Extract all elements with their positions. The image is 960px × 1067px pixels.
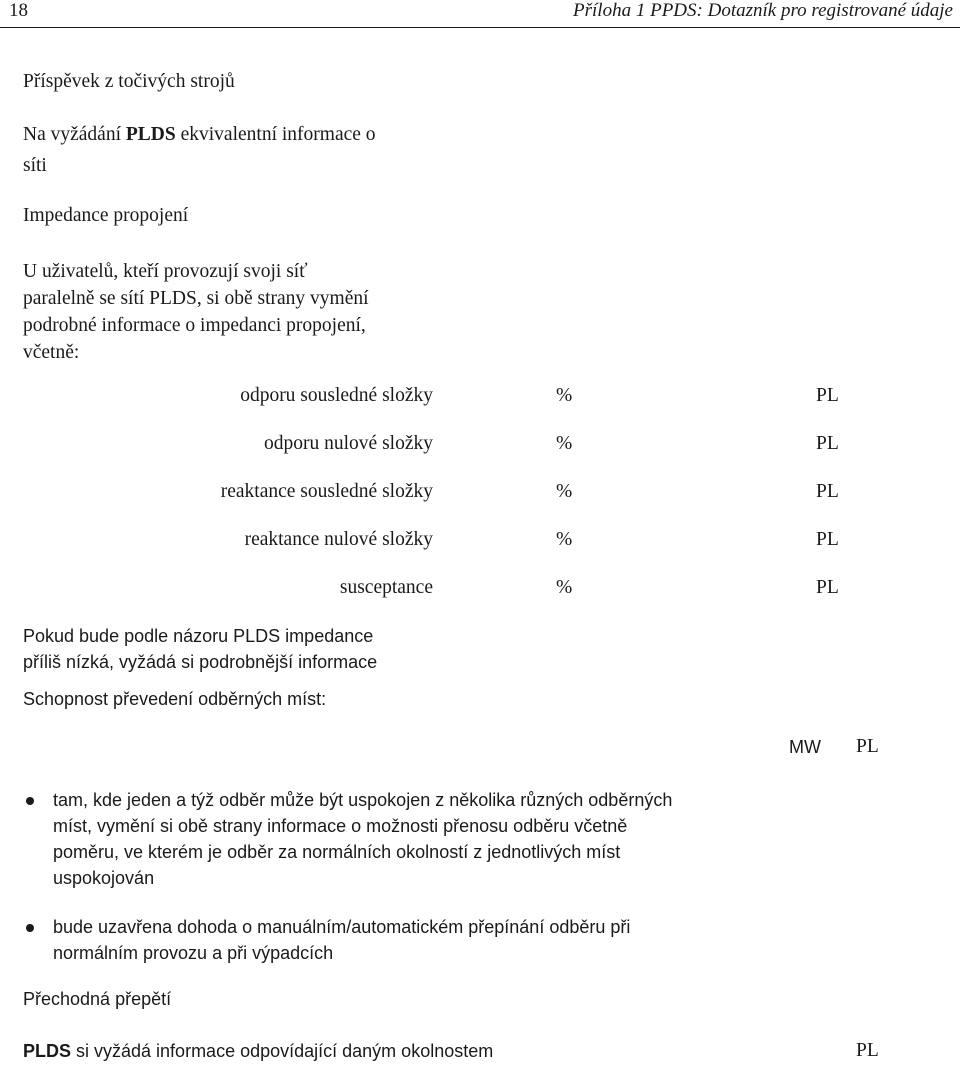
impedance-row-unit: % xyxy=(556,529,573,550)
transfer-bullet xyxy=(53,787,773,891)
rotating-machines-heading: Příspěvek z točivých strojů xyxy=(23,71,235,92)
impedance-row-unit: % xyxy=(556,577,573,598)
transfer-bullet-line: normálním provozu a při výpadcích xyxy=(53,943,334,963)
transient-heading: Přechodná přepětí xyxy=(23,989,172,1009)
plds-bold: PLDS xyxy=(23,1041,72,1061)
impedance-row-unit: % xyxy=(556,385,573,406)
transfer-bullet-line: poměru, ve kterém je odběr za normálních okolností z jednotlivých míst xyxy=(53,842,621,862)
network-info-request xyxy=(23,124,376,146)
impedance-row-label: susceptance xyxy=(339,577,433,598)
transfer-bullet xyxy=(53,914,773,966)
transient-request xyxy=(23,1041,493,1062)
impedance-intro-line: paralelně se sítí PLDS, si obě strany vymění xyxy=(23,288,369,309)
transfer-heading: Schopnost převedení odběrných míst: xyxy=(23,689,327,709)
impedance-row-unit: % xyxy=(556,433,573,454)
request-suffix: ekvivalentní informace o xyxy=(175,124,376,145)
header-rule xyxy=(0,27,960,28)
impedance-intro-line: U uživatelů, kteří provozují svoji síť xyxy=(23,261,308,282)
transfer-bullet-line: uspokojován xyxy=(53,868,155,888)
plds-bold: PLDS xyxy=(125,124,176,145)
page-header-title: Příloha 1 PPDS: Dotazník pro registrované údaje xyxy=(573,0,953,21)
impedance-row-label: odporu sousledné složky xyxy=(240,385,433,406)
impedance-note-line: Pokud bude podle názoru PLDS impedance xyxy=(23,626,374,646)
transient-category: PL xyxy=(856,1040,879,1061)
transfer-unit: MW xyxy=(789,737,821,757)
transient-request-rest: si vyžádá informace odpovídající daným okolnostem xyxy=(71,1041,494,1061)
page-number: 18 xyxy=(9,0,28,21)
transfer-bullet-line: míst, vymění si obě strany informace o možnosti přenosu odběru včetně xyxy=(53,816,628,836)
impedance-intro-line: včetně: xyxy=(23,342,80,363)
impedance-row-label: reaktance nulové složky xyxy=(244,529,433,550)
impedance-intro-line: podrobné informace o impedanci propojení, xyxy=(23,315,366,336)
network-info-request-line2: síti xyxy=(23,155,47,176)
impedance-row-category: PL xyxy=(816,385,839,406)
transfer-bullet-line: bude uzavřena dohoda o manuálním/automatickém přepínání odběru při xyxy=(53,917,631,937)
impedance-row-label: odporu nulové složky xyxy=(264,433,433,454)
impedance-heading: Impedance propojení xyxy=(23,205,189,226)
request-prefix: Na vyžádání xyxy=(23,124,126,145)
impedance-row-category: PL xyxy=(816,481,839,502)
impedance-note-line: příliš nízká, vyžádá si podrobnější informace xyxy=(23,652,378,672)
impedance-row-category: PL xyxy=(816,529,839,550)
impedance-row-label: reaktance sousledné složky xyxy=(220,481,433,502)
impedance-intro xyxy=(23,258,369,366)
impedance-note xyxy=(23,623,377,675)
impedance-row-category: PL xyxy=(816,433,839,454)
impedance-row-unit: % xyxy=(556,481,573,502)
transfer-category: PL xyxy=(856,736,879,757)
impedance-row-category: PL xyxy=(816,577,839,598)
transfer-bullet-line: tam, kde jeden a týž odběr může být uspokojen z několika různých odběrných xyxy=(53,790,673,810)
bullet-icon xyxy=(26,797,34,805)
bullet-icon xyxy=(26,924,34,932)
